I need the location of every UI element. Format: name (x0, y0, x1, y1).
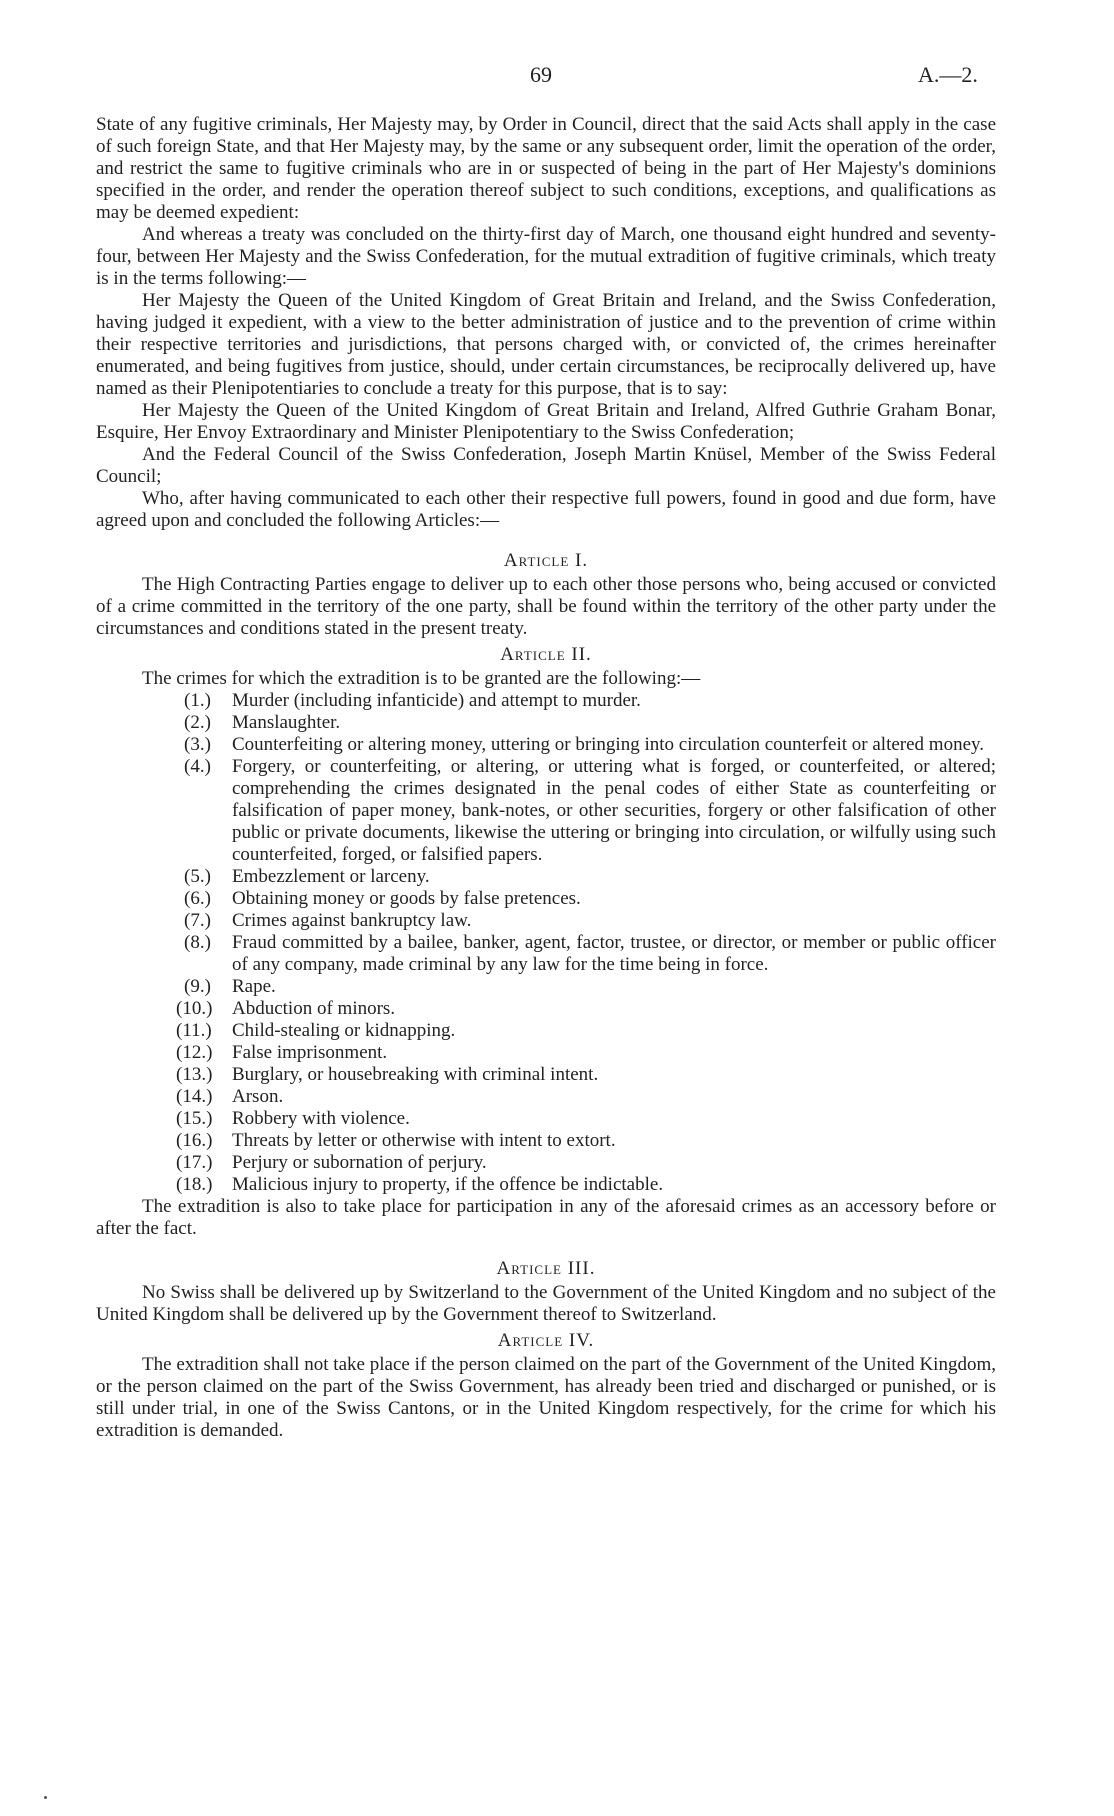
paper-speck (44, 1796, 47, 1799)
list-item-number: (4.) (184, 756, 211, 777)
list-item (96, 1020, 996, 1042)
list-item-text: Abduction of minors. (232, 998, 396, 1019)
list-item-text: Embezzlement or larceny. (232, 866, 430, 887)
list-item-text: Forgery, or counterfeiting, or altering, or uttering what is forged, or counterfeited, or altered; comprehending the crimes designated in the penal codes of either State as counterfeiting or falsification of paper money, bank-notes, or other securities, forgery or other falsification of other public or private documents, likewise the uttering or bringing into circulation, or wilfully using such counterfeited, forged, or falsified papers. (232, 756, 996, 865)
list-item-number: (9.) (184, 976, 211, 997)
article-heading: Article I. (503, 550, 589, 571)
list-item (96, 1130, 996, 1152)
list-item-number: (3.) (184, 734, 211, 755)
list-item-number: (15.) (176, 1108, 213, 1129)
list-item-text: Perjury or subornation of perjury. (232, 1152, 487, 1173)
list-item (96, 1042, 996, 1064)
list-item-text: Counterfeiting or altering money, uttering or bringing into circulation counterfeit or altered money. (232, 734, 985, 755)
article-heading: Article II. (500, 644, 592, 665)
preamble-paragraph: And the Federal Council of the Swiss Confederation, Joseph Martin Knüsel, Member of the Swiss Federal Council; (96, 444, 996, 487)
list-item (96, 866, 996, 888)
article-closing: The extradition is also to take place for participation in any of the aforesaid crimes as an accessory before or after the fact. (96, 1196, 996, 1239)
list-item (96, 932, 996, 976)
list-item-text: Child-stealing or kidnapping. (232, 1020, 456, 1041)
list-item-number: (16.) (176, 1130, 213, 1151)
document-body (96, 114, 996, 1442)
list-item (96, 998, 996, 1020)
article-text: No Swiss shall be delivered up by Switzerland to the Government of the United Kingdom and no subject of the United Kingdom shall be delivered up by the Government thereof to Switzerland. (96, 1282, 996, 1325)
list-item-text: Arson. (232, 1086, 284, 1107)
list-item-text: Obtaining money or goods by false pretences. (232, 888, 581, 909)
document-reference: A.—2. (918, 62, 978, 87)
list-item (96, 1086, 996, 1108)
list-item-text: Rape. (232, 976, 276, 997)
preamble-paragraph: Her Majesty the Queen of the United Kingdom of Great Britain and Ireland, and the Swiss Confederation, having judged it expedient, with a view to the better administration of justice and to the prevention of crime within their respective territories and jurisdictions, that persons charged with, or convicted of, the crimes hereinafter enumerated, and being fugitives from justice, should, under certain circumstances, be reciprocally delivered up, have named as their Plenipotentiaries to conclude a treaty for this purpose, that is to say: (96, 290, 996, 399)
list-item (96, 976, 996, 998)
list-item-number: (6.) (184, 888, 211, 909)
list-item (96, 1064, 996, 1086)
list-item-text: Fraud committed by a bailee, banker, agent, factor, trustee, or director, or member or public officer of any company, made criminal by any law for the time being in force. (232, 932, 996, 975)
article-intro: The crimes for which the extradition is to be granted are the following:— (142, 668, 701, 689)
list-item (96, 734, 996, 756)
list-item-text: Threats by letter or otherwise with intent to extort. (232, 1130, 616, 1151)
list-item-number: (8.) (184, 932, 211, 953)
list-item-text: Crimes against bankruptcy law. (232, 910, 472, 931)
list-item (96, 712, 996, 734)
preamble-paragraph: Who, after having communicated to each other their respective full powers, found in good and due form, have agreed upon and concluded the following Articles:— (96, 488, 996, 531)
list-item (96, 910, 996, 932)
list-item-number: (14.) (176, 1086, 213, 1107)
article-text: The extradition shall not take place if the person claimed on the part of the Government of the United Kingdom, or the person claimed on the part of the Swiss Government, has already been tried and discharged or punished, or is still under trial, in one of the Swiss Cantons, or in the United Kingdom respectively, for the crime for which his extradition is demanded. (96, 1354, 996, 1441)
page-header (0, 64, 1114, 94)
list-item-number: (1.) (184, 690, 211, 711)
list-item-number: (18.) (176, 1174, 213, 1195)
list-item (96, 756, 996, 866)
list-item-number: (2.) (184, 712, 211, 733)
list-item-number: (17.) (176, 1152, 213, 1173)
list-item-text: Manslaughter. (232, 712, 341, 733)
article-text: The High Contracting Parties engage to deliver up to each other those persons who, being accused or convicted of a crime committed in the territory of the one party, shall be found within the territory of the other party under the circumstances and conditions stated in the present treaty. (96, 574, 996, 639)
preamble-paragraph: State of any fugitive criminals, Her Majesty may, by Order in Council, direct that the said Acts shall apply in the case of such foreign State, and that Her Majesty may, by the same or any subsequent order, limit the operation of the order, and restrict the same to fugitive criminals who are in or suspected of being in the part of Her Majesty's dominions specified in the order, and render the operation thereof subject to such conditions, exceptions, and qualifications as may be deemed expedient: (96, 114, 996, 223)
list-item (96, 888, 996, 910)
article-heading: Article IV. (497, 1330, 595, 1351)
list-item-text: Malicious injury to property, if the offence be indictable. (232, 1174, 664, 1195)
list-item-text: Murder (including infanticide) and attempt to murder. (232, 690, 641, 711)
list-item-number: (7.) (184, 910, 211, 931)
preamble-paragraph: And whereas a treaty was concluded on the thirty-first day of March, one thousand eight hundred and seventy-four, between Her Majesty and the Swiss Confederation, for the mutual extradition of fugitive criminals, which treaty is in the terms following:— (96, 224, 996, 289)
list-item-text: Robbery with violence. (232, 1108, 410, 1129)
list-item-text: Burglary, or housebreaking with criminal intent. (232, 1064, 599, 1085)
list-item-number: (5.) (184, 866, 211, 887)
list-item-number: (10.) (176, 998, 213, 1019)
page-number: 69 (530, 62, 552, 87)
list-item-text: False imprisonment. (232, 1042, 388, 1063)
list-item-number: (13.) (176, 1064, 213, 1085)
list-item (96, 1174, 996, 1196)
list-item (96, 1152, 996, 1174)
crimes-list (96, 690, 996, 1196)
list-item-number: (12.) (176, 1042, 213, 1063)
preamble-paragraph: Her Majesty the Queen of the United Kingdom of Great Britain and Ireland, Alfred Guthrie Graham Bonar, Esquire, Her Envoy Extraordinary and Minister Plenipotentiary to the Swiss Confederation; (96, 400, 996, 443)
list-item (96, 1108, 996, 1130)
list-item (96, 690, 996, 712)
article-heading: Article III. (496, 1258, 596, 1279)
list-item-number: (11.) (176, 1020, 212, 1041)
